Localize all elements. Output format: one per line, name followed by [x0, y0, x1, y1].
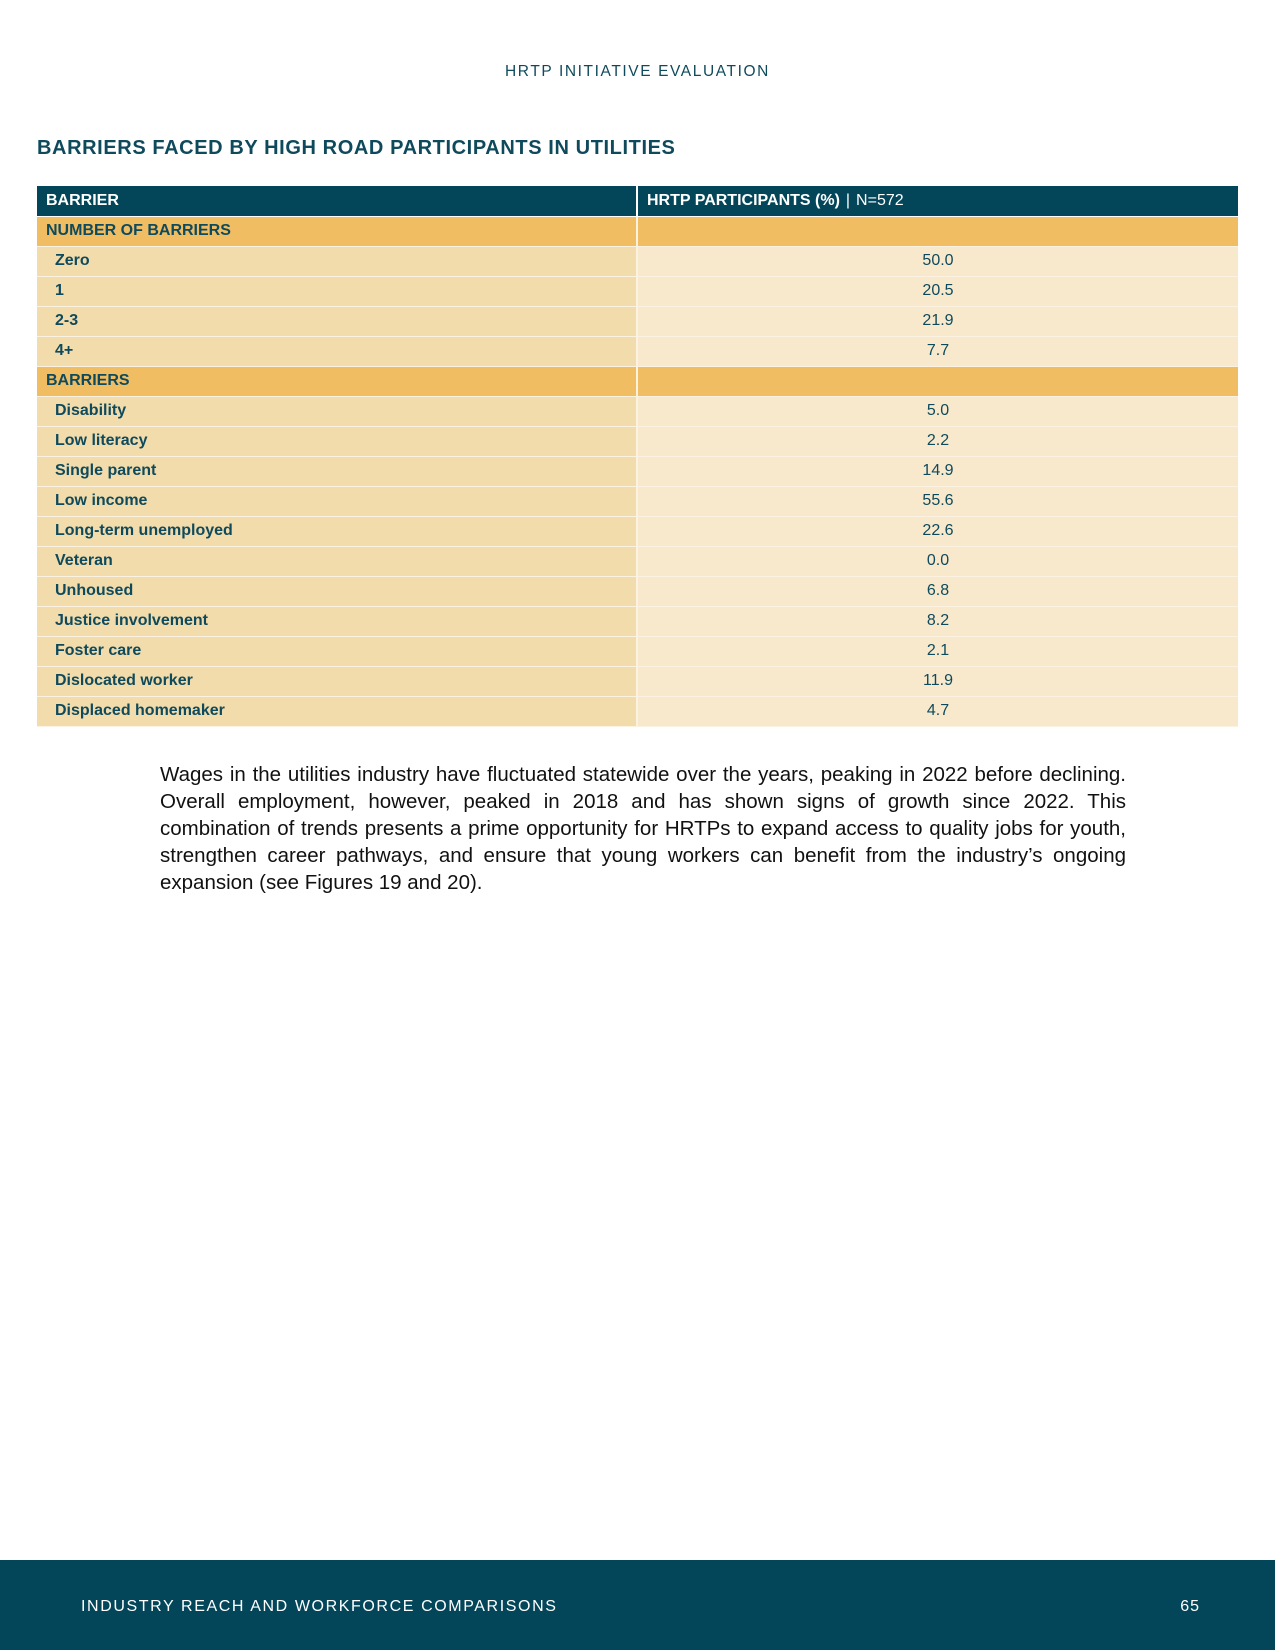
participant-percentage: 4.7 [637, 696, 1238, 726]
participant-percentage: 8.2 [637, 606, 1238, 636]
table-row [37, 456, 1238, 486]
table-row [37, 636, 1238, 666]
barrier-label: Long-term unemployed [37, 516, 637, 546]
page-number: 65 [1180, 1598, 1200, 1615]
table-row [37, 696, 1238, 726]
table-row [37, 546, 1238, 576]
table-group-row [37, 366, 1238, 396]
participant-percentage: 11.9 [637, 666, 1238, 696]
group-title: BARRIERS [37, 366, 637, 396]
table-header-row [37, 186, 1238, 216]
table-row [37, 426, 1238, 456]
participant-percentage: 20.5 [637, 276, 1238, 306]
participant-percentage: 6.8 [637, 576, 1238, 606]
barrier-label: Veteran [37, 546, 637, 576]
barrier-label: 1 [37, 276, 637, 306]
participant-percentage: 55.6 [637, 486, 1238, 516]
header-separator: | [845, 191, 851, 209]
barrier-label: Low literacy [37, 426, 637, 456]
table-row [37, 606, 1238, 636]
participant-percentage: 14.9 [637, 456, 1238, 486]
barrier-label: Foster care [37, 636, 637, 666]
barriers-table [37, 186, 1238, 727]
barrier-label: Zero [37, 246, 637, 276]
barriers-table-container [37, 186, 1238, 727]
table-row [37, 306, 1238, 336]
participant-percentage: 0.0 [637, 546, 1238, 576]
group-title: NUMBER OF BARRIERS [37, 216, 637, 246]
table-row [37, 276, 1238, 306]
table-row [37, 666, 1238, 696]
column-header-barrier: BARRIER [37, 186, 637, 216]
participant-percentage: 5.0 [637, 396, 1238, 426]
table-row [37, 246, 1238, 276]
running-header: HRTP INITIATIVE EVALUATION [505, 63, 770, 80]
barrier-label: Low income [37, 486, 637, 516]
column-header-participants [637, 186, 1238, 216]
barrier-label: Displaced homemaker [37, 696, 637, 726]
table-row [37, 486, 1238, 516]
barrier-label: 4+ [37, 336, 637, 366]
table-body [37, 216, 1238, 726]
table-row [37, 336, 1238, 366]
participant-percentage: 50.0 [637, 246, 1238, 276]
participant-percentage: 2.2 [637, 426, 1238, 456]
group-value-cell [637, 366, 1238, 396]
participant-percentage: 7.7 [637, 336, 1238, 366]
participant-percentage: 2.1 [637, 636, 1238, 666]
footer-section-label: INDUSTRY REACH AND WORKFORCE COMPARISONS [81, 1598, 558, 1615]
table-group-row [37, 216, 1238, 246]
barrier-label: Single parent [37, 456, 637, 486]
barrier-label: Disability [37, 396, 637, 426]
table-row [37, 576, 1238, 606]
participant-percentage: 21.9 [637, 306, 1238, 336]
body-paragraph: Wages in the utilities industry have fluctuated statewide over the years, peaking in 2022 before declining. Overall employment, however, peaked in 2018 and has shown signs of growth since 2022. This combination of trends presents a prime opportunity for HRTPs to expand access to quality jobs for youth, strengthen career pathways, and ensure that young workers can benefit from the industry’s ongoing expansion (see Figures 19 and 20). [160, 763, 1126, 894]
table-header [37, 186, 1238, 216]
page-footer [0, 1560, 1275, 1650]
table-row [37, 396, 1238, 426]
table-row [37, 516, 1238, 546]
participant-percentage: 22.6 [637, 516, 1238, 546]
sample-size-label: N=572 [856, 191, 904, 209]
barrier-label: Dislocated worker [37, 666, 637, 696]
group-value-cell [637, 216, 1238, 246]
section-title: BARRIERS FACED BY HIGH ROAD PARTICIPANTS IN UTILITIES [37, 137, 676, 159]
barrier-label: 2-3 [37, 306, 637, 336]
participants-header-label: HRTP PARTICIPANTS (%) [647, 191, 840, 209]
barrier-label: Unhoused [37, 576, 637, 606]
barrier-label: Justice involvement [37, 606, 637, 636]
